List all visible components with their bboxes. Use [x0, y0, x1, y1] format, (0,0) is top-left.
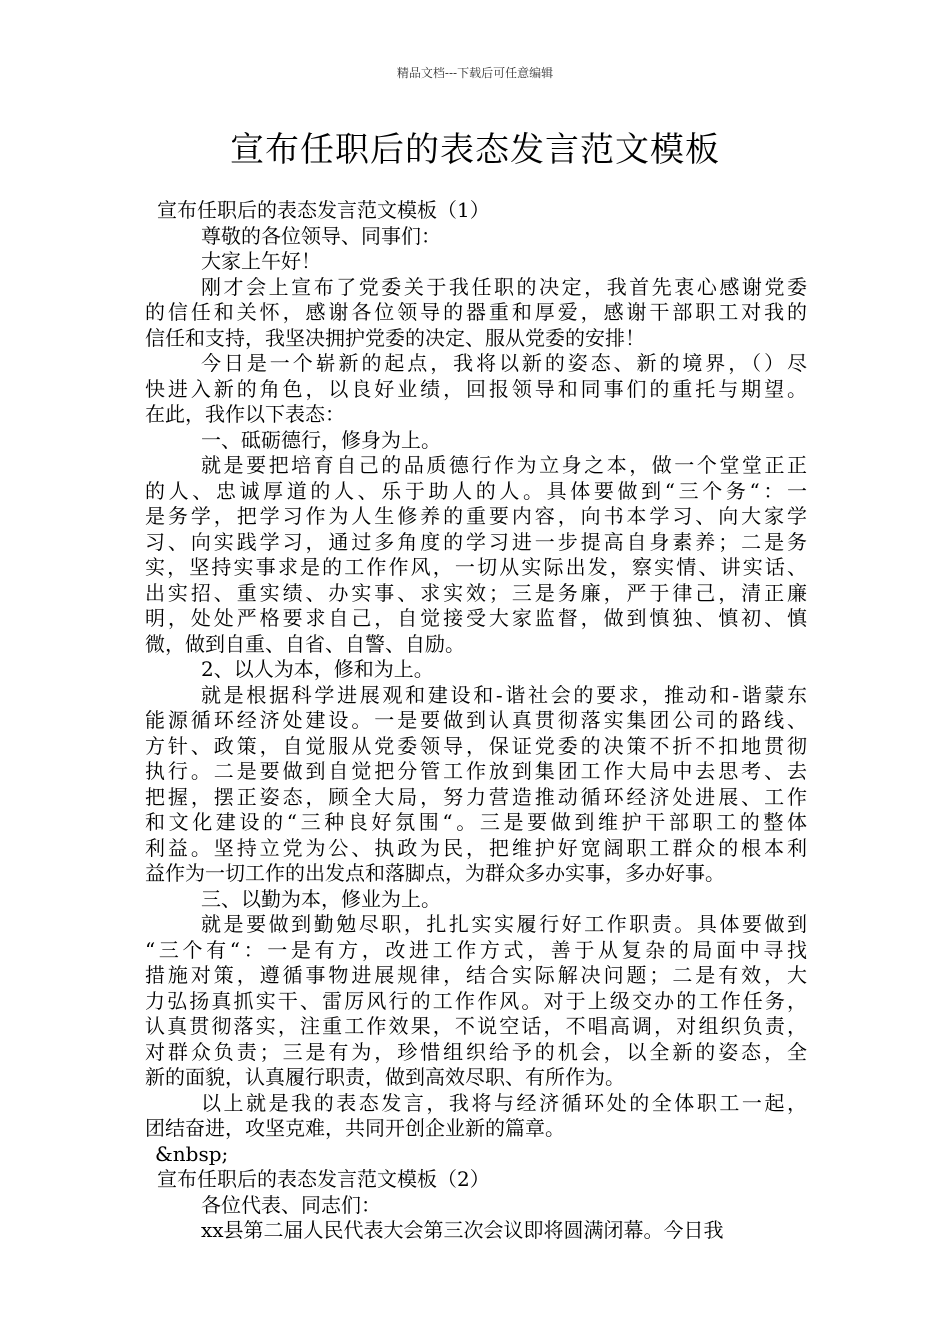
- paragraph-line: 是务学，把学习作为人生修养的重要内容，向书本学习、向大家学: [145, 504, 807, 528]
- paragraph-line: 新的面貌，认真履行职责，做到高效尽职、有所作为。: [145, 1065, 625, 1089]
- salutation: 尊敬的各位领导、同事们：: [201, 223, 441, 248]
- document-body: [145, 198, 807, 1244]
- document-title: 宣布任职后的表态发言范文模板: [230, 130, 720, 170]
- paragraph-line: 微，做到自重、自省、自警、自励。: [145, 631, 465, 656]
- section-heading: 宣布任职后的表态发言范文模板（1）: [157, 198, 490, 222]
- paragraph-line: 认真贯彻落实，注重工作效果，不说空话，不唱高调，对组织负责，: [145, 1014, 807, 1038]
- paragraph-line: 对群众负责；三是有为，珍惜组织给予的机会，以全新的姿态，全: [145, 1039, 807, 1064]
- paragraph-line: 把握，摆正姿态，顾全大局，努力营造推动循环经济处进展、工作: [145, 784, 807, 809]
- salutation: 各位代表、同志们：: [201, 1192, 381, 1217]
- paragraph-line: “三个有“：一是有方，改进工作方式，善于从复杂的局面中寻找: [145, 937, 807, 962]
- paragraph-line: 今日是一个崭新的起点，我将以新的姿态、新的境界，（）尽: [201, 351, 807, 375]
- page-header: 精品文档---下载后可任意编辑: [396, 66, 554, 80]
- subheading: 一、砥砺德行，修身为上。: [201, 427, 441, 452]
- paragraph-line: 快进入新的角色，以良好业绩，回报领导和同事们的重托与期望。: [145, 376, 807, 401]
- paragraph-line: 利益。坚持立党为公、执政为民，把维护好宽阔职工群众的根本利: [145, 835, 807, 860]
- paragraph-line: 出实招、重实绩、办实事、求实效；三是务廉，严于律己，清正廉: [145, 580, 807, 605]
- paragraph-line: 措施对策，遵循事物进展规律，结合实际解决问题；二是有效，大: [145, 963, 807, 987]
- paragraph-line: 能源循环经济处建设。一是要做到认真贯彻落实集团公司的路线、: [145, 708, 807, 732]
- paragraph-line: 的人、忠诚厚道的人、乐于助人的人。具体要做到“三个务“：一: [145, 478, 807, 503]
- paragraph-line: 和文化建设的“三种良好氛围“。三是要做到维护干部职工的整体: [145, 810, 807, 834]
- paragraph-line: xx县第二届人民代表大会第三次会议即将圆满闭幕。今日我: [201, 1218, 724, 1242]
- paragraph-line: 方针、政策，自觉服从党委领导，保证党委的决策不折不扣地贯彻: [145, 733, 807, 758]
- paragraph-line: 就是根据科学进展观和建设和-谐社会的要求，推动和-谐蒙东: [201, 682, 807, 707]
- paragraph-line: 习、向实践学习，通过多角度的学习进一步提高自身素养；二是务: [145, 529, 807, 554]
- paragraph-line: 明，处处严格要求自己，自觉接受大家监督，做到慎独、慎初、慎: [145, 606, 807, 630]
- paragraph-line: 刚才会上宣布了党委关于我任职的决定，我首先衷心感谢党委: [201, 274, 807, 299]
- paragraph-line: 实，坚持实事求是的工作作风，一切从实际出发，察实情、讲实话、: [145, 555, 807, 579]
- paragraph-line: 执行。二是要做到自觉把分管工作放到集团工作大局中去思考、去: [145, 759, 807, 783]
- subheading: 2、以人为本，修和为上。: [201, 657, 434, 681]
- paragraph-line: 就是要把培育自己的品质德行作为立身之本，做一个堂堂正正: [201, 453, 807, 477]
- paragraph-line: 团结奋进，攻坚克难，共同开创企业新的篇章。: [145, 1116, 565, 1140]
- paragraph-line: 就是要做到勤勉尽职，扎扎实实履行好工作职责。具体要做到: [201, 912, 807, 936]
- nbsp-text: &nbsp;: [155, 1141, 229, 1166]
- paragraph-line: 以上就是我的表态发言，我将与经济循环处的全体职工一起，: [201, 1090, 807, 1115]
- subheading: 三、以勤为本，修业为上。: [201, 886, 441, 911]
- paragraph-line: 在此，我作以下表态：: [145, 402, 345, 426]
- paragraph-line: 力弘扬真抓实干、雷厉风行的工作作风。对于上级交办的工作任务，: [145, 988, 807, 1013]
- paragraph-line: 益作为一切工作的出发点和落脚点，为群众多办实事，多办好事。: [145, 861, 725, 885]
- greeting: 大家上午好！: [201, 249, 321, 273]
- paragraph-line: 的信任和关怀，感谢各位领导的器重和厚爱，感谢干部职工对我的: [145, 300, 807, 324]
- paragraph-line: 信任和支持，我坚决拥护党委的决定、服从党委的安排！: [145, 325, 645, 350]
- section-heading: 宣布任职后的表态发言范文模板（2）: [157, 1167, 490, 1191]
